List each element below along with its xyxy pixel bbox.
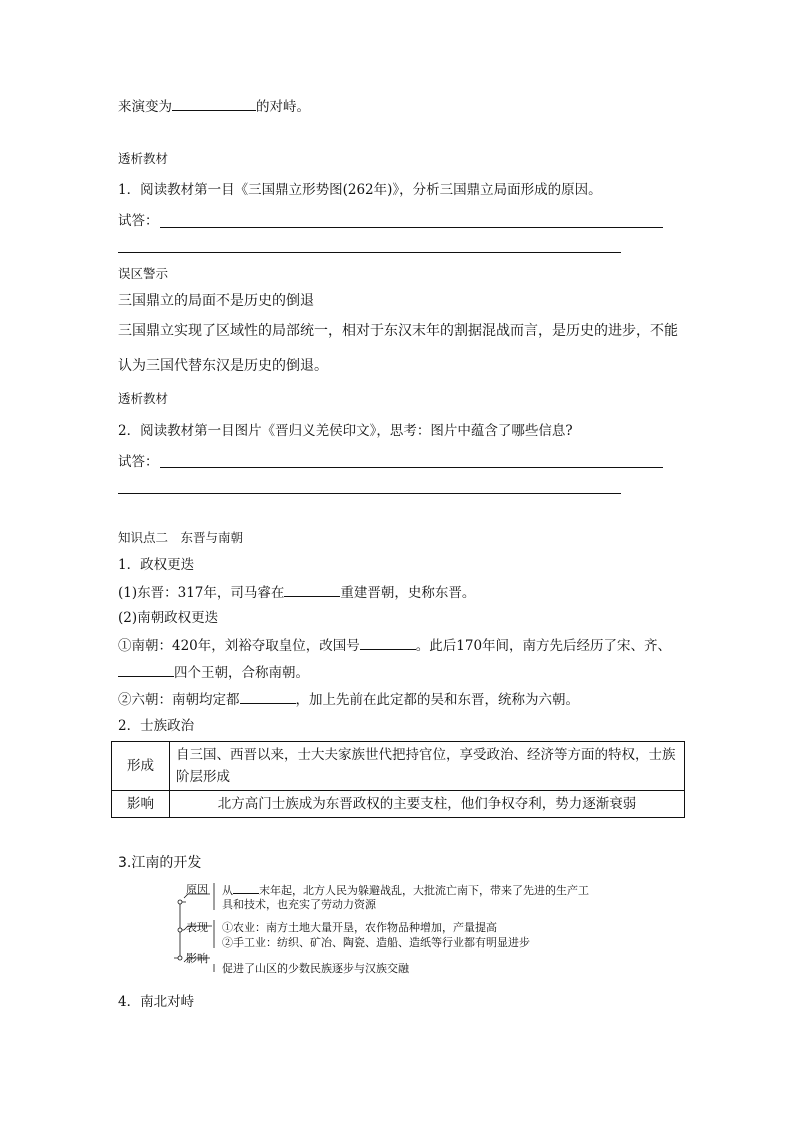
text: ①南朝：420年，刘裕夺取皇位，改国号	[118, 638, 360, 654]
fill-blank[interactable]	[284, 583, 340, 597]
point-1b: (2)南朝政权更迭	[118, 610, 219, 626]
diagram-label-impact: 影响	[186, 952, 208, 965]
table-label: 影响	[112, 791, 170, 818]
text: 重建晋朝，史称东晋。	[340, 585, 476, 601]
answer-label-1: 试答：	[118, 213, 159, 229]
gentry-table	[111, 741, 685, 818]
text: ②六朝：南朝均定都	[118, 692, 240, 708]
diagram-label-manifest: 表现	[186, 921, 208, 934]
point-4-title: 4．南北对峙	[118, 994, 195, 1010]
table-cell: 北方高门士族成为东晋政权的主要支柱，他们争权夺利，势力逐渐衰弱	[170, 791, 685, 818]
analysis-heading: 透析教材	[118, 151, 169, 166]
point-1e	[118, 690, 579, 709]
fill-blank[interactable]	[233, 883, 259, 894]
diagram-label-cause: 原因	[186, 883, 208, 896]
table-cell: 自三国、西晋以来，士大夫家族世代把持官位，享受政治、经济等方面的特权，士族阶层形成	[170, 742, 685, 791]
fill-blank[interactable]	[240, 690, 296, 704]
text: 从	[222, 884, 233, 897]
table-row	[112, 791, 685, 818]
warning-title: 三国鼎立的局面不是历史的倒退	[118, 293, 314, 309]
diagram-cause-text-2: 具和技术，也充实了劳动力资源	[222, 898, 376, 911]
question-2: 2．阅读教材第一目图片《晋归义羌侯印文》，思考：图片中蕴含了哪些信息?	[118, 423, 573, 439]
fill-blank[interactable]	[118, 663, 174, 677]
table-row	[112, 742, 685, 791]
analysis-heading: 透析教材	[118, 391, 169, 406]
point-1a	[118, 583, 475, 602]
fill-blank[interactable]	[360, 636, 416, 650]
text: 四个王朝，合称南朝。	[174, 665, 309, 681]
warning-body-2: 认为三国代替东汉是历史的倒退。	[118, 358, 328, 374]
jiangnan-diagram	[170, 880, 610, 980]
intro-line	[118, 97, 310, 116]
point-3-title: 3.江南的开发	[118, 855, 202, 871]
answer-label-2: 试答：	[118, 454, 159, 470]
point-1-title: 1．政权更迭	[118, 557, 195, 573]
answer-line[interactable]	[160, 467, 663, 468]
diagram-impact-text: 促进了山区的少数民族逐步与汉族交融	[222, 962, 409, 975]
point-1d	[118, 663, 309, 682]
question-1: 1．阅读教材第一目《三国鼎立形势图(262年)》，分析三国鼎立局面形成的原因。	[118, 182, 602, 198]
diagram-manifest-b: ②手工业：纺织、矿冶、陶瓷、造船、造纸等行业都有明显进步	[222, 936, 530, 949]
answer-line[interactable]	[118, 493, 621, 494]
text: 末年起，北方人民为躲避战乱，大批流亡南下，带来了先进的生产工	[259, 884, 589, 897]
warning-heading: 误区警示	[118, 266, 169, 281]
section-title: 知识点二 东晋与南朝	[118, 530, 244, 545]
text: (1)东晋：317年，司马睿在	[118, 585, 285, 601]
point-2-title: 2．士族政治	[118, 718, 195, 734]
point-1c	[118, 636, 671, 655]
answer-line[interactable]	[160, 227, 663, 228]
warning-body-1: 三国鼎立实现了区域性的局部统一，相对于东汉末年的割据混战而言，是历史的进步，不能	[118, 323, 678, 339]
table-label: 形成	[112, 742, 170, 791]
intro-pre: 来演变为	[118, 99, 172, 115]
diagram-cause-text	[222, 883, 589, 898]
text: ，加上先前在此定都的吴和东晋，统称为六朝。	[295, 692, 579, 708]
diagram-manifest-a: ①农业：南方土地大量开垦，农作物品种增加，产量提高	[222, 921, 497, 934]
answer-line[interactable]	[118, 252, 621, 253]
fill-blank[interactable]	[172, 97, 256, 111]
text: 。此后170年间，南方先后经历了宋、齐、	[415, 638, 672, 654]
intro-post: 的对峙。	[256, 99, 310, 115]
